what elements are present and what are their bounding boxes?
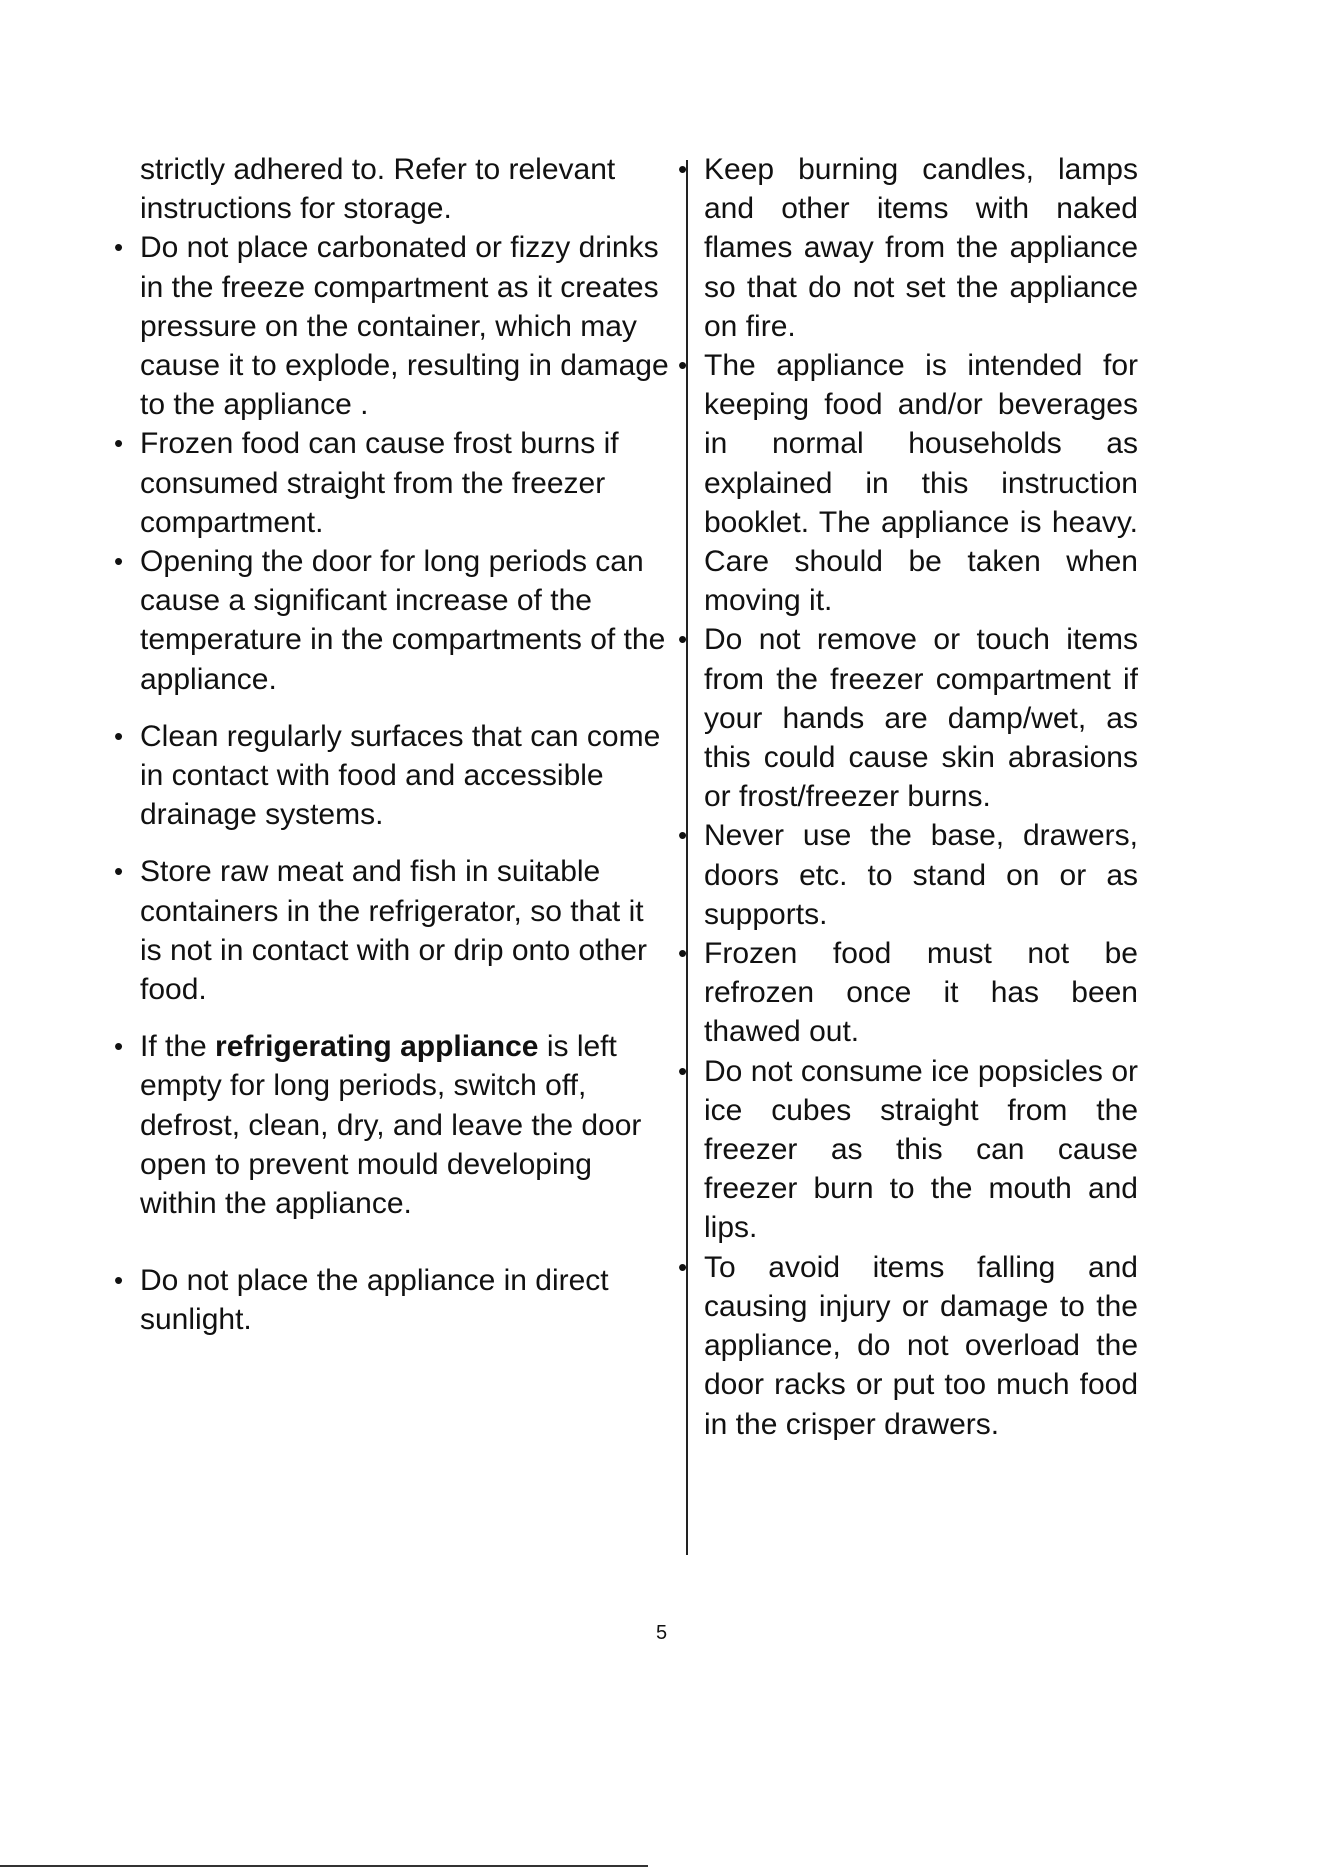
list-item-text: Store raw meat and fish in suitable containers in the refrigerator, so that it is not in contact with or drip onto other food. [140, 855, 647, 1007]
right-column [678, 150, 1138, 1444]
list-item [678, 150, 1138, 346]
list-item [678, 1052, 1138, 1248]
bullet-icon: • [678, 1251, 688, 1282]
list-item-text: Clean regularly surfaces that can come in contact with food and accessible drainage systems. [140, 719, 661, 832]
continued-paragraph: strictly adhered to. Refer to relevant instructions for storage. [140, 153, 616, 226]
list-item-text: Do not consume ice popsicles or ice cubes straight from the freezer as this can cause freezer burn to the mouth and lips. [704, 1054, 1138, 1245]
list-item [678, 346, 1138, 620]
list-item-text: Opening the door for long periods can cause a significant increase of the temperature in the compartments of the appliance. [140, 545, 666, 696]
list-item [678, 620, 1138, 816]
list-item-text-suffix: is left empty for long periods, switch off, defrost, clean, dry, and leave the door open to prevent mould developing within the appliance. [140, 1030, 642, 1221]
list-item-text: The appliance is intended for keeping food and/or beverages in normal households as explained in this instruction booklet. The appliance is heavy. Care should be taken when moving it. [704, 349, 1138, 618]
list-item-text: To avoid items falling and causing injury or damage to the appliance, do not overload the door racks or put too much food in the crisper drawers. [704, 1250, 1138, 1441]
bullet-icon: • [678, 1055, 688, 1086]
list-item [114, 1027, 670, 1223]
footer-rule [0, 1865, 648, 1867]
page-number: 5 [655, 1622, 668, 1644]
bullet-icon: • [114, 720, 124, 751]
list-item [114, 424, 670, 542]
bullet-icon: • [678, 624, 688, 655]
bullet-icon: • [114, 428, 124, 459]
bullet-icon: • [114, 546, 124, 577]
list-item-text: Frozen food can cause frost burns if consumed straight from the freezer compartment. [140, 427, 619, 539]
bullet-icon: • [114, 1031, 124, 1062]
list-item-text: Do not remove or touch items from the freezer compartment if your hands are damp/wet, as this could cause skin abrasions or frost/freezer burns. [704, 623, 1138, 814]
bullet-icon: • [678, 820, 688, 851]
bullet-icon: • [114, 1265, 124, 1296]
bullet-icon: • [678, 938, 688, 969]
list-item [678, 1248, 1138, 1444]
bullet-icon: • [114, 856, 124, 887]
list-item [678, 934, 1138, 1052]
list-item-text: Never use the base, drawers, doors etc. to stand on or as supports. [704, 819, 1138, 931]
list-item [678, 816, 1138, 934]
list-item-text: Do not place the appliance in direct sunlight. [140, 1264, 609, 1337]
list-item [114, 542, 670, 699]
emphasized-term: refrigerating appliance [215, 1030, 539, 1064]
list-item-text-prefix: If the [140, 1030, 216, 1064]
bullet-icon: • [678, 154, 688, 184]
list-item [114, 717, 670, 835]
list-item-text: Frozen food must not be refrozen once it has been thawed out. [704, 937, 1138, 1049]
list-item-text [140, 1027, 670, 1223]
left-column [114, 150, 670, 1340]
list-item [114, 228, 670, 424]
bullet-icon: • [114, 232, 124, 263]
list-item-text: Keep burning candles, lamps and other items with naked flames away from the appliance so that do not set the appliance on fire. [704, 153, 1138, 343]
bullet-icon: • [678, 350, 688, 381]
list-item-text: Do not place carbonated or fizzy drinks in the freeze compartment as it creates pressure on the container, which may cause it to explode, resulting in damage to the appliance . [140, 231, 669, 422]
list-item [114, 852, 670, 1009]
list-item [114, 1261, 670, 1339]
